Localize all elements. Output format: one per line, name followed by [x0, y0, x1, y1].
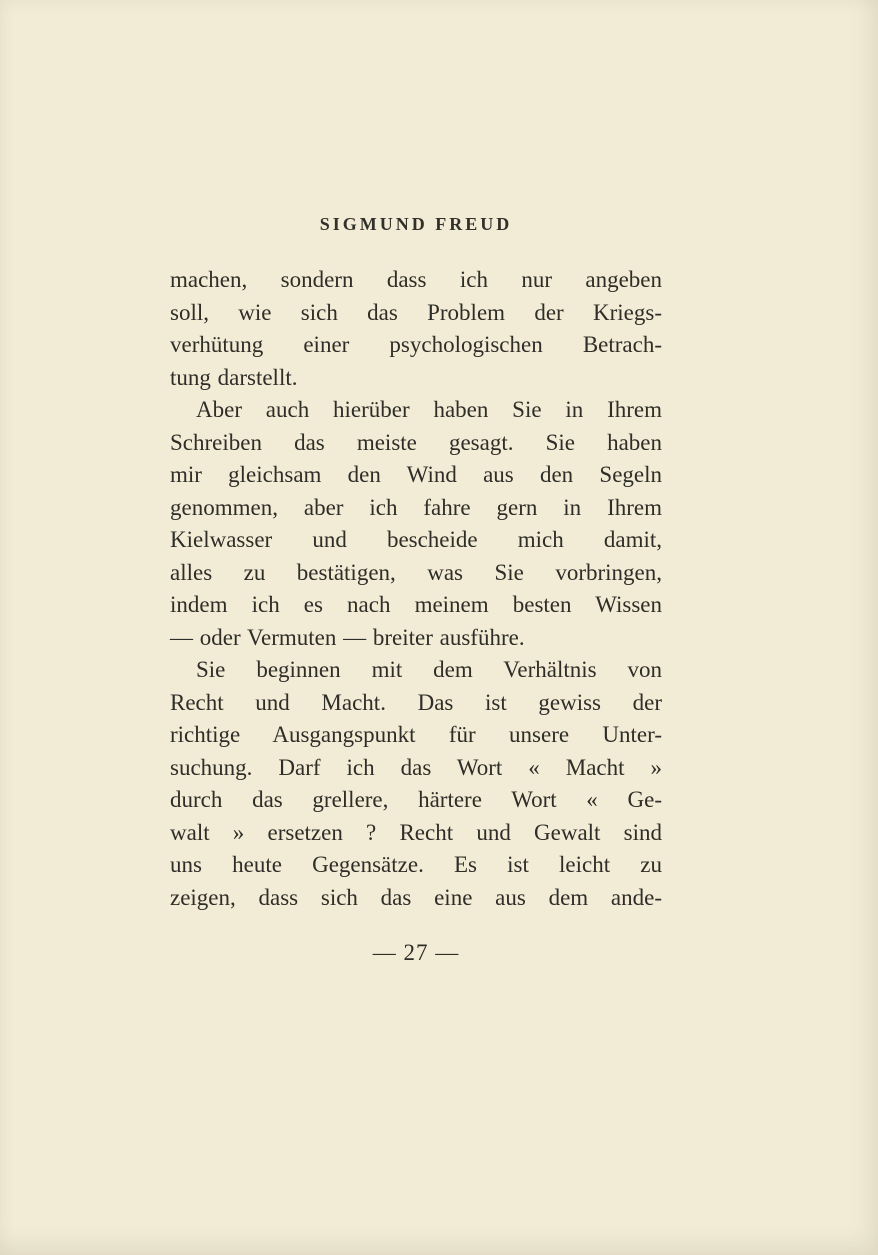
page-number: — 27 —	[372, 940, 460, 965]
text-line: tung darstellt.	[170, 364, 298, 390]
text-line: mir gleichsam den Wind aus den Segeln	[170, 462, 662, 487]
text-line: walt » ersetzen ? Recht und Gewalt sind	[170, 819, 662, 845]
text-line: uns heute Gegensätze. Es ist leicht zu	[170, 852, 662, 877]
text-line: Sie beginnen mit dem Verhältnis von	[196, 657, 662, 682]
text-line: richtige Ausgangspunkt für unsere Unter-	[170, 722, 662, 747]
text-line: suchung. Darf ich das Wort « Macht »	[170, 754, 662, 780]
text-line: Schreiben das meiste gesagt. Sie haben	[170, 429, 662, 455]
text-line: indem ich es nach meinem besten Wissen	[170, 592, 662, 617]
text-column	[170, 214, 662, 966]
text-line: zeigen, dass sich das eine aus dem ande-	[170, 884, 662, 910]
body-text	[170, 264, 662, 914]
text-line: — oder Vermuten — breiter ausführe.	[170, 624, 525, 650]
text-line: Recht und Macht. Das ist gewiss der	[170, 689, 662, 715]
text-line: Aber auch hierüber haben Sie in Ihrem	[196, 397, 662, 422]
running-header: SIGMUND FREUD	[319, 214, 513, 234]
text-line: machen, sondern dass ich nur angeben	[170, 267, 662, 292]
text-line: durch das grellere, härtere Wort « Ge-	[170, 787, 662, 812]
text-line: alles zu bestätigen, was Sie vorbringen,	[170, 559, 662, 585]
text-line: verhütung einer psychologischen Betrach-	[170, 332, 662, 357]
text-line: Kielwasser und bescheide mich damit,	[170, 527, 662, 552]
text-line: genommen, aber ich fahre gern in Ihrem	[170, 494, 662, 520]
text-line: soll, wie sich das Problem der Kriegs-	[170, 299, 662, 325]
